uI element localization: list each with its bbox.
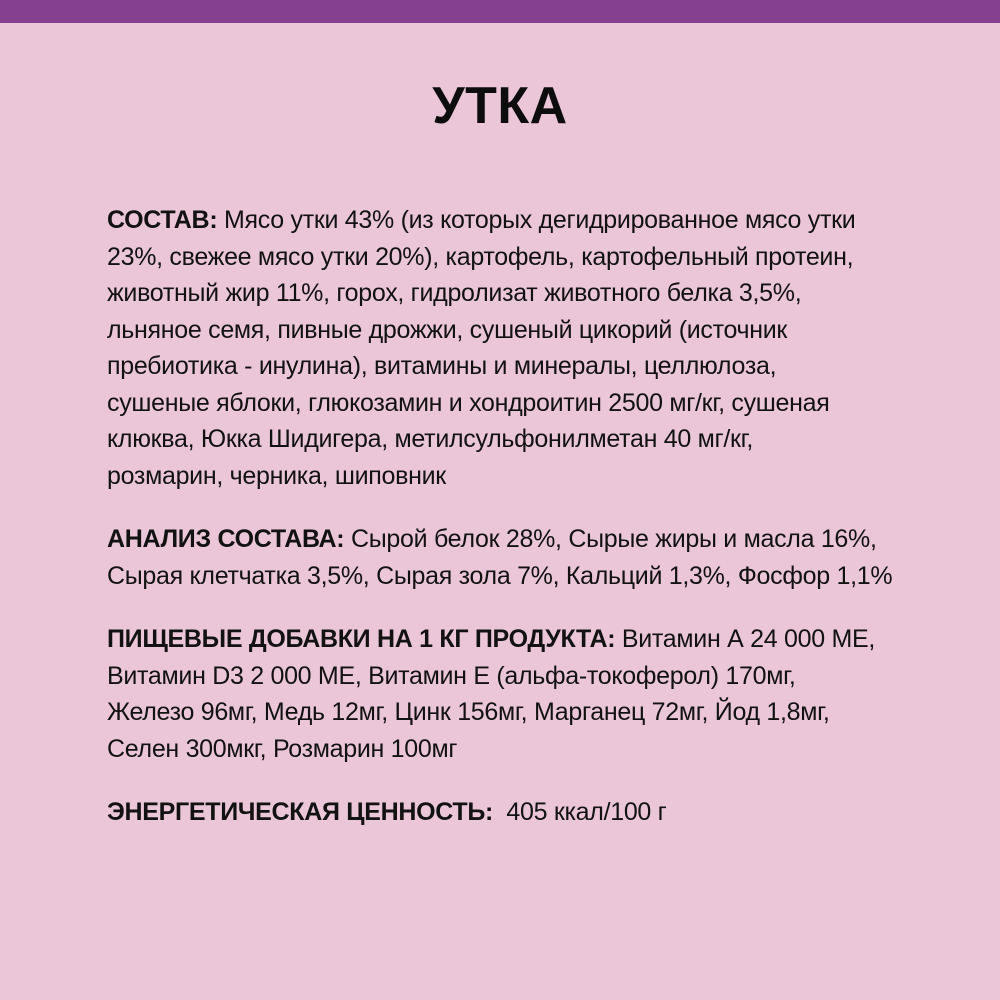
text-line: Железо 96мг, Медь 12мг, Цинк 156мг, Марганец 72мг, Йод 1,8мг,	[107, 698, 830, 727]
text-line: Селен 300мкг, Розмарин 100мг	[107, 734, 458, 763]
text-line: льняное семя, пивные дрожжи, сушеный цикорий (источник	[107, 315, 788, 344]
section-analysis	[107, 521, 910, 594]
line-text: Мясо утки 43% (из которых дегидрированное мясо утки	[224, 206, 856, 235]
text-line	[107, 794, 910, 831]
text-line: клюква, Юкка Шидигера, метилсульфонилметан 40 мг/кг,	[107, 425, 754, 454]
text-line: розмарин, черника, шиповник	[107, 461, 446, 490]
text-line: Витамин D3 2 000 МЕ, Витамин Е (альфа-токоферол) 170мг,	[107, 661, 796, 690]
line-text: 405 ккал/100 г	[499, 798, 667, 827]
section-energy	[107, 794, 910, 831]
text-line	[107, 621, 910, 658]
section-additives-label: ПИЩЕВЫЕ ДОБАВКИ НА 1 КГ ПРОДУКТА:	[107, 625, 616, 654]
line-text: Витамин А 24 000 МЕ,	[621, 625, 875, 654]
text-line	[107, 521, 910, 558]
section-composition	[107, 202, 910, 494]
text-line: Сырая клетчатка 3,5%, Сырая зола 7%, Кальций 1,3%, Фосфор 1,1%	[107, 561, 893, 590]
text-line: 23%, свежее мясо утки 20%), картофель, картофельный протеин,	[107, 242, 854, 271]
page-title: УТКА	[432, 77, 568, 135]
line-text: Сырой белок 28%, Сырые жиры и масла 16%,	[351, 525, 877, 554]
top-accent-bar	[0, 0, 1000, 23]
section-analysis-label: АНАЛИЗ СОСТАВА:	[107, 525, 345, 554]
text-line: животный жир 11%, горох, гидролизат животного белка 3,5%,	[107, 279, 802, 308]
text-line: пребиотика - инулина), витамины и минералы, целлюлоза,	[107, 352, 777, 381]
text-line: сушеные яблоки, глюкозамин и хондроитин 2500 мг/кг, сушеная	[107, 388, 830, 417]
product-info-content	[107, 202, 910, 831]
section-additives	[107, 621, 910, 767]
section-composition-label: СОСТАВ:	[107, 206, 218, 235]
section-energy-label: ЭНЕРГЕТИЧЕСКАЯ ЦЕННОСТЬ:	[107, 798, 494, 827]
text-line	[107, 202, 910, 239]
